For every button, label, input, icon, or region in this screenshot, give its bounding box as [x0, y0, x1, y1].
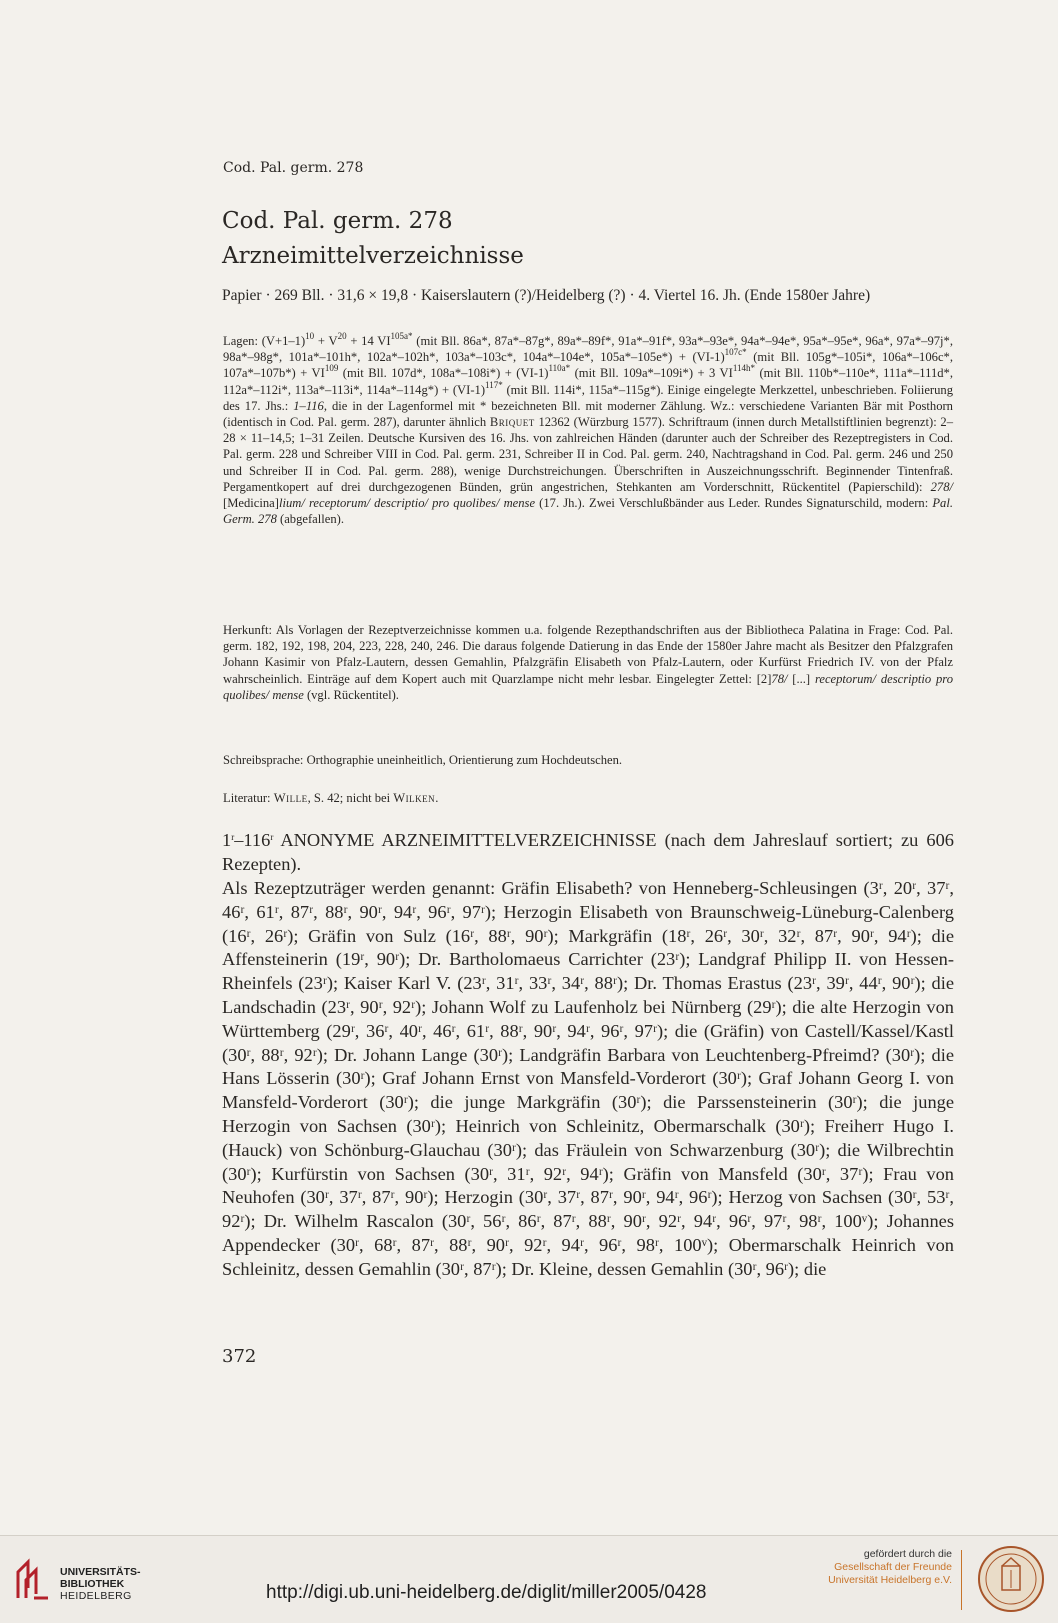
text-run: –116 — [234, 830, 271, 850]
sponsor-credit — [782, 1548, 952, 1587]
italic-run: receptorum/ descriptio pro quolibes/ mense — [223, 671, 954, 702]
university-library-logo-icon[interactable] — [14, 1558, 52, 1602]
running-head: Cod. Pal. germ. 278 — [223, 160, 364, 176]
text-run: (mit Bll. 86a*, 87a*–87g*, 89a*–89f*, 91a*–91f*, 93a*–93e*, 94a*–94e*, 95a*–95e*, 96a*, 97a*–97j*, 98a*–98g*, 101a*–101h*, 102a*–102h*, 103a*–103c*, 104a*–104e*, 105a*–105e*) + (VI-1) — [223, 334, 953, 365]
text-run: , die in der Lagenformel mit * bezeichneten Bll. mit moderner Zählung. Wz.: verschiedene Varianten Bär mit Posthorn (identisch in Cod. Pal. germ. 287), darunter ähnlich — [223, 398, 953, 430]
permalink-url[interactable]: http://digi.ub.uni-heidelberg.de/diglit/miller2005/0428 — [266, 1582, 707, 1603]
text-run: , S. 42; nicht bei — [307, 791, 394, 805]
text-run: (vgl. Rückentitel). — [303, 687, 399, 702]
italic-run: 78/ — [771, 671, 788, 686]
italic-run: Pal. Germ. 278 — [223, 496, 953, 527]
superscript: 109 — [324, 363, 339, 374]
sponsor-line: gefördert durch die — [863, 1548, 952, 1560]
codex-title: Cod. Pal. germ. 278 — [222, 208, 453, 234]
sponsor-org-line: Universität Heidelberg e.V. — [828, 1574, 952, 1586]
footer-bar — [0, 1535, 1058, 1623]
superscript: r — [231, 832, 235, 842]
literatur-paragraph — [223, 790, 953, 806]
smallcaps-run: Wille — [273, 791, 308, 805]
text-run: (mit Bll. 114i*, 115a*–115g*). Einige eingelegte Merkzettel, unbeschrieben. Foliierung des 17. Jhs.: — [223, 382, 953, 413]
italic-run: 1–116 — [293, 398, 324, 413]
library-name-line: UNIVERSITÄTS- — [60, 1566, 141, 1578]
text-run: Lagen: (V+1–1) — [223, 334, 306, 348]
codex-subtitle: Arzneimittelverzeichnisse — [222, 243, 524, 269]
sponsor-org-line: Gesellschaft der Freunde — [834, 1561, 952, 1573]
lagen-paragraph — [223, 333, 953, 527]
text-run: Literatur: — [223, 791, 274, 805]
schreibsprache-paragraph: Schreibsprache: Orthographie uneinheitlich, Orientierung zum Hochdeutschen. — [223, 753, 623, 767]
text-run: (mit Bll. 107d*, 108a*–108i*) + (VI-1) — [338, 366, 549, 381]
text-run: (mit Bll. 109a*–109i*) + 3 VI — [570, 366, 733, 381]
smallcaps-run: Wilken — [393, 791, 436, 805]
text-run: [Medicina] — [223, 496, 279, 511]
page-number: 372 — [222, 1346, 257, 1367]
superscript: 107c* — [724, 347, 747, 358]
superscript: r — [270, 832, 274, 842]
superscript: 105a* — [390, 331, 413, 341]
library-name — [60, 1566, 141, 1602]
text-run: + V — [314, 334, 338, 348]
library-name-line: HEIDELBERG — [60, 1590, 132, 1602]
superscript: 117* — [485, 379, 503, 390]
text-run: (mit Bll. 105g*–105i*, 106a*–106c*, 107a*–107b*) + VI — [223, 350, 953, 381]
superscript: 20 — [337, 331, 347, 341]
herkunft-paragraph — [223, 622, 953, 703]
text-run: (17. Jh.). Zwei Verschlußbänder aus Leder. Rundes Signaturschild, modern: — [535, 496, 933, 511]
text-run: (mit Bll. 110b*–110e*, 111a*–111d*, 112a*–112i*, 113a*–113i*, 114a*–114g*) + (VI-1) — [223, 366, 954, 397]
superscript: 114h* — [732, 363, 756, 374]
text-run: [...] — [787, 671, 815, 686]
text-run: . — [435, 791, 439, 805]
university-seal-icon — [976, 1544, 1046, 1614]
italic-run: lium/ receptorum/ descriptio/ pro quolibes/ mense — [278, 496, 536, 511]
text-run: Herkunft: Als Vorlagen der Rezeptverzeichnisse kommen u.a. folgende Rezepthandschriften aus der Bibliotheca Palatina in Frage: Cod. Pal. germ. 182, 192, 198, 204, 223, 228, 240, 246. Die daraus folgende Datierung in das Ende der 1580er Jahre macht als Besitzer den Pfalzgrafen Johann Kasimir von Pfalz-Lautern, dessen Gemahlin, Pfalzgräfin Elisabeth von Pfalz-Lautern, oder Kurfürst Friedrich IV. von der Pfalz wahrscheinlich. Einträge auf dem Kopert auch mit Quarzlampe nicht mehr lesbar. Eingelegter Zettel: [2] — [223, 623, 953, 686]
superscript: 110a* — [548, 363, 571, 374]
superscript: 10 — [305, 331, 315, 341]
body-paragraph: Als Rezeptzuträger werden genannt: Gräfin Elisabeth? von Henneberg-Schleusingen (3ʳ, 20ʳ, 37ʳ, 46ʳ, 61ʳ, 87ʳ, 88ʳ, 90ʳ, 94ʳ, 96ʳ, 97ʳ); Herzogin Elisabeth von Braunschweig-Lüneburg-Calenberg (16ʳ, 26ʳ); Gräfin von Sulz (16ʳ, 88ʳ, 90ʳ); Markgräfin (18ʳ, 26ʳ, 30ʳ, 32ʳ, 87ʳ, 90ʳ, 94ʳ); die Affensteinerin (19ʳ, 90ʳ); Dr. Bartholomaeus Carrichter (23ʳ); Landgraf Philipp II. von Hessen-Rheinfels (23ʳ); Kaiser Karl V. (23ʳ, 31ʳ, 33ʳ, 34ʳ, 88ʳ); Dr. Thomas Erastus (23ʳ, 39ʳ, 44ʳ, 90ʳ); die Landschadin (23ʳ, 90ʳ, 92ʳ); Johann Wolf zu Laufenholz bei Nürnberg (29ʳ); die alte Herzogin von Württemberg (29ʳ, 36ʳ, 40ʳ, 46ʳ, 61ʳ, 88ʳ, 90ʳ, 94ʳ, 96ʳ, 97ʳ); die (Gräfin) von Castell/Kassel/Kastl (30ʳ, 88ʳ, 92ʳ); Dr. Johann Lange (30ʳ); Landgräfin Barbara von Leuchtenberg-Pfreimd? (30ʳ); die Hans Lösserin (30ʳ); Graf Johann Ernst von Mansfeld-Vorderort (30ʳ); Graf Johann Georg I. von Mansfeld-Vorderort (30ʳ); die junge Markgräfin (30ʳ); die Parssensteinerin (30ʳ); die junge Herzogin von Sachsen (30ʳ); Heinrich von Schleinitz, Obermarschalk (30ʳ); Freiherr Hugo I. (Hauck) von Schönburg-Glauchau (30ʳ); das Fräulein von Schwarzenburg (30ʳ); die Wilbrechtin (30ʳ); Kurfürstin von Sachsen (30ʳ, 31ʳ, 92ʳ, 94ʳ); Gräfin von Mansfeld (30ʳ, 37ʳ); Frau von Neuhofen (30ʳ, 37ʳ, 87ʳ, 90ʳ); Herzogin (30ʳ, 37ʳ, 87ʳ, 90ʳ, 94ʳ, 96ʳ); Herzog von Sachsen (30ʳ, 53ʳ, 92ʳ); Dr. Wilhelm Rascalon (30ʳ, 56ʳ, 86ʳ, 87ʳ, 88ʳ, 90ʳ, 92ʳ, 94ʳ, 96ʳ, 97ʳ, 98ʳ, 100ᵛ); Johannes Appendecker (30ʳ, 68ʳ, 87ʳ, 88ʳ, 90ʳ, 92ʳ, 94ʳ, 96ʳ, 98ʳ, 100ᵛ); Obermarschalk Heinrich von Schleinitz, dessen Gemahlin (30ʳ, 87ʳ); Dr. Kleine, dessen Gemahlin (30ʳ, 96ʳ); die — [222, 878, 954, 1279]
italic-run: 278/ — [930, 479, 953, 494]
text-run: (abgefallen). — [276, 512, 345, 527]
text-run: ANONYME ARZNEIMITTELVERZEICHNISSE (nach dem Jahreslauf sortiert; zu 606 Rezepten). — [222, 830, 954, 874]
footer-divider — [961, 1550, 962, 1610]
section-heading — [222, 829, 954, 877]
text-run: 12362 (Würzburg 1577). Schriftraum (innen durch Metallstiftlinien begrenzt): 2–28 × 11–14,5; 1–31 Zeilen. Deutsche Kursiven des 16. Jhs. von zahlreichen Händen (darunter auch der Schreiber des Rezeptregisters in Cod. Pal. germ. 228 und Schreiber VIII in Cod. Pal. germ. 231, Schreiber II in Cod. Pal. germ. 240, Nachtragshand in Cod. Pal. germ. 246 und 250 und Schreiber II in Cod. Pal. germ. 288), wenige Durchstreichungen. Überschriften in Auszeichnungsschrift. Beginnender Tintenfraß. Pergamentkopert auf drei durchgezogenen Bünden, grün angestrichen, Stehkanten am Vorderschnitt, Rückentitel (Papierschild): — [223, 415, 953, 494]
physical-description: Papier · 269 Bll. · 31,6 × 19,8 · Kaiserslautern (?)/Heidelberg (?) · 4. Viertel 16. Jh. (Ende 1580er Jahre) — [222, 287, 871, 304]
text-run: 1 — [222, 830, 232, 850]
smallcaps-run: Briquet — [489, 415, 535, 430]
text-run: + 14 VI — [346, 334, 391, 348]
library-name-line: BIBLIOTHEK — [60, 1578, 125, 1590]
